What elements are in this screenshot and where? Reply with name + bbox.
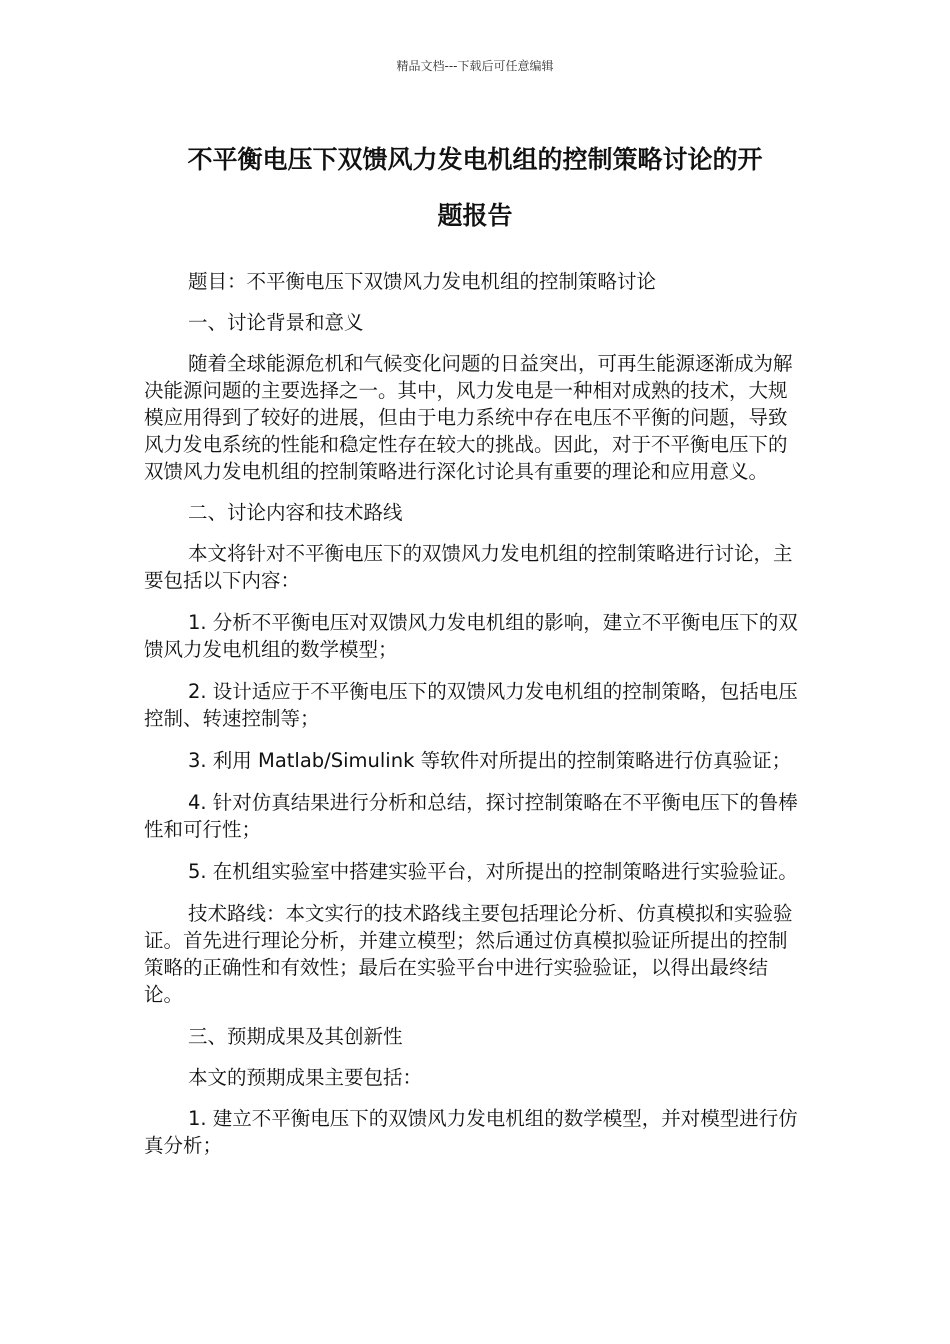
content-item-3: 3. 利用 Matlab/Simulink 等软件对所提出的控制策略进行仿真验证； xyxy=(188,749,792,772)
outcomes-intro: 本文的预期成果主要包括： xyxy=(188,1066,423,1089)
content-item-2: 2. 设计适应于不平衡电压下的双馈风力发电机组的控制策略，包括电压控制、转速控制等； xyxy=(144,680,798,730)
subject-line: 题目：不平衡电压下双馈风力发电机组的控制策略讨论 xyxy=(188,270,657,293)
technical-route-paragraph: 技术路线：本文实行的技术路线主要包括理论分析、仿真模拟和实验验证。首先进行理论分析，并建立模型；然后通过仿真模拟验证所提出的控制策略的正确性和有效性；最后在实验平台中进行实验验证，以得出最终结论。 xyxy=(144,902,793,1006)
background-paragraph: 随着全球能源危机和气候变化问题的日益突出，可再生能源逐渐成为解决能源问题的主要选择之一。其中，风力发电是一种相对成熟的技术，大规模应用得到了较好的进展，但由于电力系统中存在电压不平衡的问题，导致风力发电系统的性能和稳定性存在较大的挑战。因此，对于不平衡电压下的双馈风力发电机组的控制策略进行深化讨论具有重要的理论和应用意义。 xyxy=(144,352,793,483)
title-line-1: 不平衡电压下双馈风力发电机组的控制策略讨论的开 xyxy=(187,145,763,174)
content-intro-paragraph: 本文将针对不平衡电压下的双馈风力发电机组的控制策略进行讨论，主要包括以下内容： xyxy=(144,542,793,592)
outcome-item-1: 1. 建立不平衡电压下的双馈风力发电机组的数学模型，并对模型进行仿真分析； xyxy=(144,1107,798,1157)
section-heading-outcomes: 三、预期成果及其创新性 xyxy=(188,1025,403,1048)
document-body xyxy=(144,268,804,1173)
section-heading-background: 一、讨论背景和意义 xyxy=(188,311,364,334)
content-item-1: 1. 分析不平衡电压对双馈风力发电机组的影响，建立不平衡电压下的双馈风力发电机组的数学模型； xyxy=(144,611,798,661)
document-title xyxy=(140,132,810,244)
title-line-2: 题报告 xyxy=(437,201,513,230)
content-item-5: 5. 在机组实验室中搭建实验平台，对所提出的控制策略进行实验验证。 xyxy=(188,860,798,883)
content-item-4: 4. 针对仿真结果进行分析和总结，探讨控制策略在不平衡电压下的鲁棒性和可行性； xyxy=(144,791,798,841)
section-heading-content: 二、讨论内容和技术路线 xyxy=(188,501,403,524)
page-header-watermark: 精品文档---下载后可任意编辑 xyxy=(396,59,554,73)
